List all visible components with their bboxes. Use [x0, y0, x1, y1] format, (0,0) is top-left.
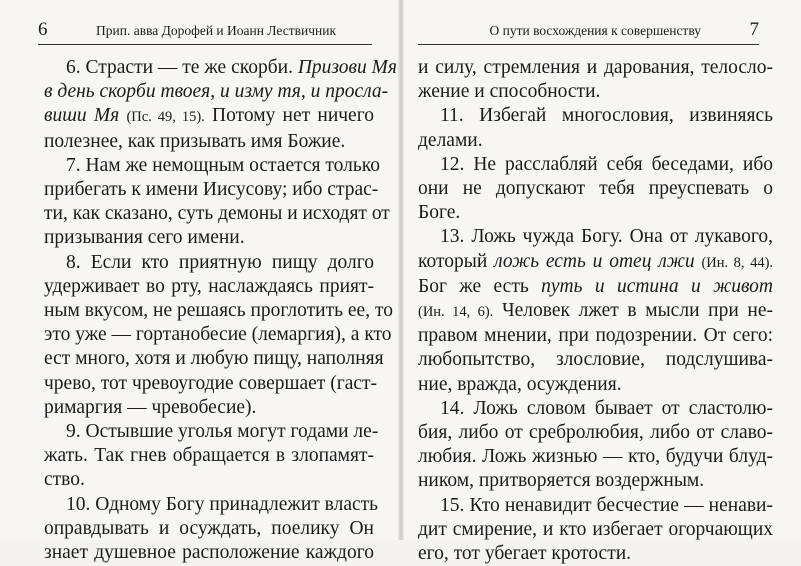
text-segment: его, тот убегает кротости. — [418, 543, 632, 565]
text-line — [44, 299, 393, 323]
text-segment: делами. — [418, 129, 483, 151]
text-line — [44, 104, 374, 129]
text-line — [44, 56, 397, 80]
text-segment: 15. Кто ненавидит бесчестие — ненави- — [440, 494, 773, 516]
text-segment: жать. Так гнев обращается в злопамят- — [44, 445, 374, 467]
text-segment: 9. Остывшие уголья могут годами ле- — [66, 421, 379, 443]
text-segment: это уже — гортанобесие (лемаргия), а кто — [44, 324, 392, 346]
text-line — [44, 541, 374, 565]
text-segment: ест много, хотя и любую пищу, наполняя — [44, 348, 384, 370]
text-segment: они не допускают тебя преуспевать о — [418, 178, 773, 200]
text-segment: знает душевное расположение каждого — [44, 542, 374, 564]
text-segment: ство. — [44, 469, 85, 491]
text-segment: прибегать к имени Иисусову; ибо страс- — [44, 179, 379, 201]
text-line — [418, 373, 773, 397]
text-segment: чрево, тот чревоугодие совершает (гаст- — [44, 372, 378, 394]
text-line — [44, 154, 380, 178]
text-line — [418, 348, 773, 372]
text-line — [44, 130, 374, 154]
text-line — [418, 324, 773, 348]
scripture-reference: (Пс. 49, 15). — [126, 109, 205, 126]
left-header-rule — [38, 44, 372, 45]
text-segment: ным вкусом, не решаясь проглотить ее, то — [44, 300, 393, 322]
text-line — [44, 493, 379, 517]
text-line — [418, 445, 773, 469]
text-segment: Потому нет ничего — [204, 105, 374, 127]
text-line — [44, 323, 392, 347]
scripture-reference: (Ин. 14, 6). — [418, 304, 494, 321]
text-line — [418, 421, 773, 445]
text-segment: 8. Если кто приятную пищу долго — [66, 251, 374, 273]
text-segment: 14. Ложь словом бывает от сластолю- — [440, 397, 773, 419]
text-line — [418, 56, 773, 80]
text-segment: правом мнении, при подозрении. От сего: — [418, 325, 773, 347]
text-line — [44, 251, 374, 275]
text-line — [418, 494, 773, 518]
text-segment: любия. Ложь жизнью — кто, будучи блуд- — [418, 446, 773, 468]
text-segment: удерживает во рту, наслаждаясь прият- — [44, 275, 374, 297]
text-line — [44, 517, 374, 541]
right-page-text — [418, 56, 773, 566]
left-page-text — [44, 56, 397, 565]
text-line — [418, 250, 773, 275]
text-line — [44, 178, 379, 202]
text-segment: Боге. — [418, 202, 461, 224]
text-line — [418, 542, 773, 566]
right-page-number: 7 — [749, 19, 759, 40]
text-segment: бия, либо от сребролюбия, либо от славо- — [418, 422, 773, 444]
text-line — [418, 80, 773, 104]
text-segment: любопытство, злословие, подслушива- — [418, 349, 773, 371]
quotation-italic: Призови Мя — [297, 57, 397, 78]
text-segment: Бог же есть — [418, 275, 542, 297]
text-line — [44, 468, 374, 492]
text-line — [44, 372, 378, 396]
text-line — [418, 299, 773, 324]
quotation-italic: виши Мя — [44, 105, 120, 127]
text-line — [418, 129, 773, 153]
text-line — [44, 202, 390, 226]
text-segment: который — [418, 250, 495, 272]
text-segment: полезнее, как призывать имя Божие. — [44, 130, 346, 152]
right-header-rule — [418, 44, 759, 45]
text-segment: жение и способности. — [418, 81, 601, 103]
right-page-header — [418, 20, 759, 42]
text-line — [418, 177, 773, 201]
text-line — [44, 226, 374, 250]
right-page — [404, 0, 801, 565]
text-segment: римаргия — чревобесие). — [44, 396, 257, 418]
text-line — [44, 80, 389, 104]
text-segment: Человек лжет в мысли при не- — [493, 300, 773, 322]
text-line — [418, 469, 773, 493]
text-line — [44, 420, 379, 444]
text-line — [418, 225, 773, 249]
text-segment: оправдывать и осуждать, поелику Он — [44, 517, 374, 539]
text-segment: призывания сего имени. — [44, 227, 245, 249]
left-running-head: Прип. авва Дорофей и Иоанн Лествичник — [96, 23, 337, 38]
text-segment: и силу, стремления и дарования, телосло- — [418, 57, 773, 78]
text-segment: 7. Нам же немощным остается только — [66, 154, 380, 176]
text-segment: 13. Ложь чужда Богу. Она от лукавого, — [440, 226, 773, 248]
text-line — [418, 397, 773, 421]
text-segment: 10. Одному Богу принадлежит власть — [66, 493, 379, 515]
text-line — [418, 201, 773, 225]
text-line — [44, 444, 374, 468]
text-segment: ти, как сказано, суть демоны и исходят от — [44, 203, 390, 225]
text-segment: дит смирение, и кто избегает огорчающих — [418, 518, 773, 540]
text-line — [418, 153, 773, 177]
text-line — [418, 518, 773, 542]
text-segment: 11. Избегай многословия, извиняясь — [440, 105, 773, 127]
text-line — [44, 275, 374, 299]
text-line — [418, 104, 773, 128]
text-line — [418, 275, 773, 299]
text-segment: 6. Страсти — те же скорби. — [66, 57, 298, 78]
left-page — [0, 0, 398, 564]
quotation-italic: ложь есть и отец лжи — [494, 250, 695, 272]
text-segment: ником, притворяется воздержным. — [418, 470, 705, 492]
text-segment: 12. Не расслабляй себя беседами, ибо — [440, 153, 773, 175]
text-segment: ние, вражда, осуждения. — [418, 373, 622, 395]
quotation-italic: путь и истина и живот — [541, 275, 773, 297]
quotation-italic: в день скорби твоея, и изму тя, и просла- — [44, 81, 389, 103]
scripture-reference: (Ин. 8, 44). — [701, 254, 774, 271]
right-running-head: О пути восхождения к совершенству — [489, 23, 701, 38]
left-page-header — [38, 20, 372, 42]
left-page-number: 6 — [38, 19, 48, 40]
text-line — [44, 347, 384, 371]
text-line — [44, 396, 374, 420]
